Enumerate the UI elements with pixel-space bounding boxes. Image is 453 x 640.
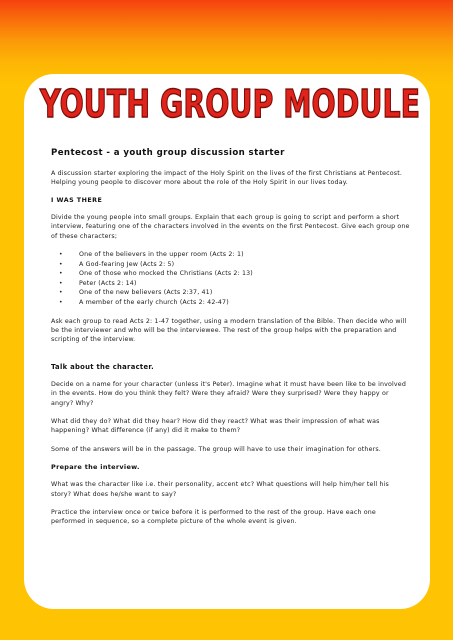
document-card <box>24 74 430 609</box>
section2-paragraph-2: What did they do? What did they hear? How did they react? What was their impression of what was happening? What difference (if any) did it make to them? <box>51 418 380 435</box>
document-heading: Pentecost - a youth group discussion starter <box>51 148 285 158</box>
section1-paragraph-2: Ask each group to read Acts 2: 1-47 together, using a modern translation of the Bible. Then decide who will be the interviewer and who will be the interviewee. The rest of the group helps with the preparation and scripting of the interview. <box>51 317 407 344</box>
banner-title-graphic <box>38 80 422 126</box>
module-banner <box>38 80 422 126</box>
intro-paragraph: A discussion starter exploring the impact of the Holy Spirit on the lives of the first Christians at Pentecost. Helping young people to discover more about the role of the Holy Spirit in our lives today. <box>51 170 402 187</box>
section2-paragraph-3: Some of the answers will be in the passage. The group will have to use their imagination for others. <box>51 445 381 453</box>
list-item: • One of the new believers (Acts 2:37, 41) <box>79 288 410 298</box>
section-title-talk-about-character: Talk about the character. <box>51 362 154 371</box>
list-item: • A member of the early church (Acts 2: 42-47) <box>79 298 410 308</box>
character-list <box>51 250 410 308</box>
document-body <box>24 148 430 536</box>
list-item: • A God-fearing Jew (Acts 2: 5) <box>79 260 410 270</box>
banner-title: YOUTH GROUP MODULE <box>39 82 420 126</box>
list-item: • One of those who mocked the Christians (Acts 2: 13) <box>79 269 410 279</box>
section-title-prepare-interview: Prepare the interview. <box>51 463 140 472</box>
list-item: • One of the believers in the upper room (Acts 2: 1) <box>79 250 410 260</box>
section-title-i-was-there: I WAS THERE <box>51 196 103 204</box>
section1-paragraph-1: Divide the young people into small groups. Explain that each group is going to script and perform a short interview, featuring one of the characters involved in the events on the first Pentecost. Give each group one of these characters; <box>51 213 410 240</box>
section3-paragraph-2: Practice the interview once or twice before it is performed to the rest of the group. Have each one performed in sequence, so a complete picture of the whole event is given. <box>51 509 376 526</box>
section2-paragraph-1: Decide on a name for your character (unless it's Peter). Imagine what it must have been like to be involved in the events. How do you think they felt? Were they afraid? Were they surprised? Were they happy or angry? Why? <box>51 380 406 407</box>
list-item: • Peter (Acts 2: 14) <box>79 279 410 289</box>
section3-paragraph-1: What was the character like i.e. their personality, accent etc? What questions will help him/her tell his story? What does he/she want to say? <box>51 481 389 498</box>
